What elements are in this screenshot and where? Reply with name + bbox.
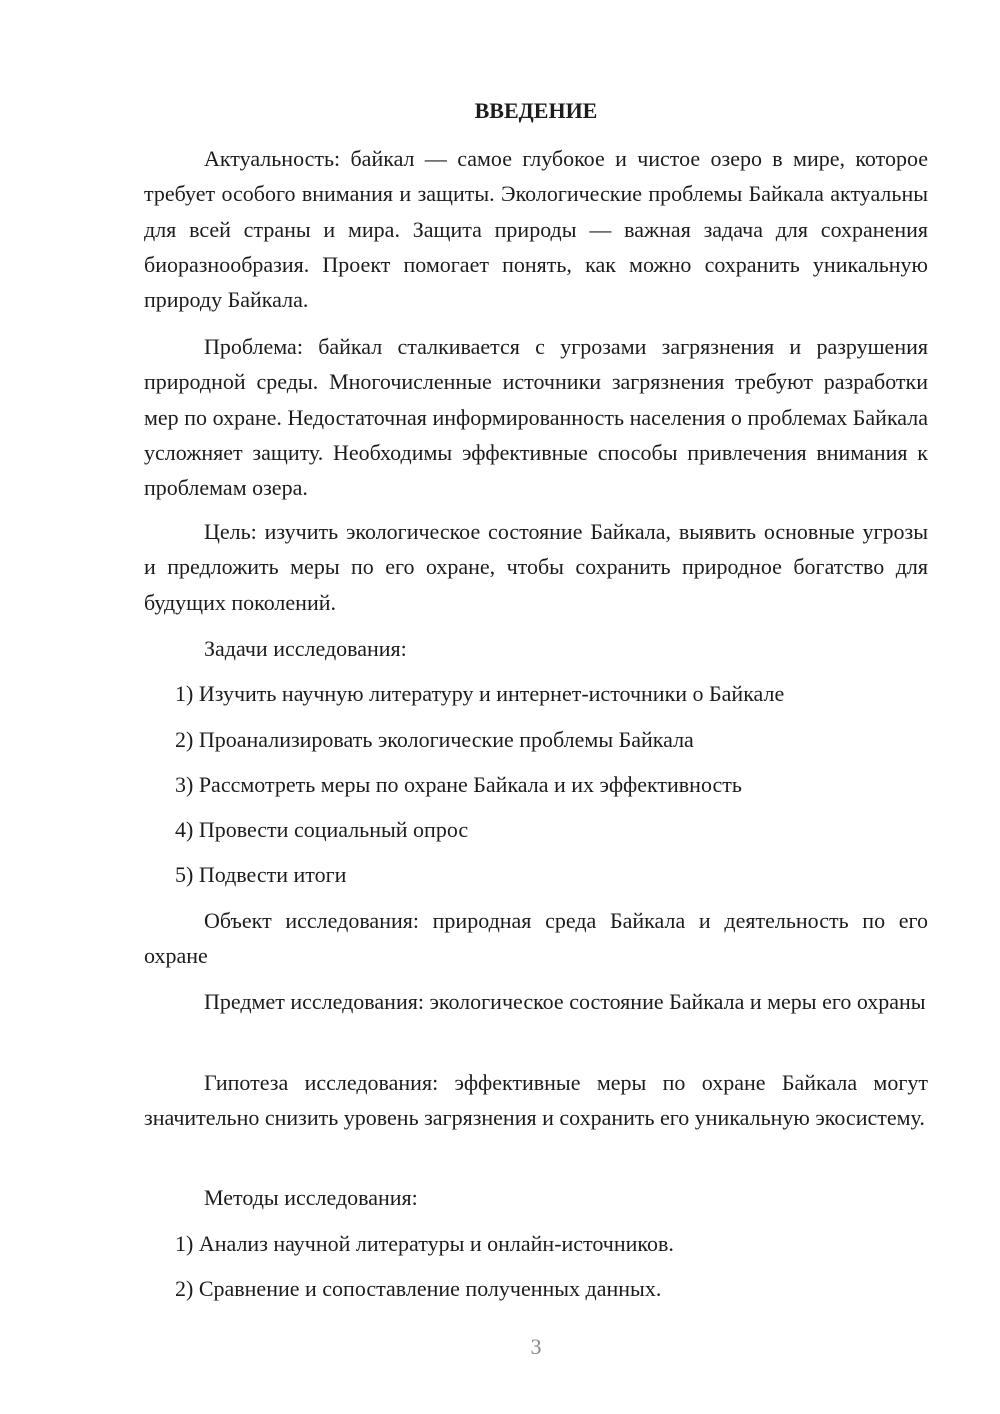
task-item: 2) Проанализировать экологические проблемы Байкала [175,727,694,752]
task-item: 1) Изучить научную литературу и интернет-источники о Байкале [175,681,785,706]
method-item: 1) Анализ научной литературы и онлайн-источников. [175,1231,674,1256]
subject-paragraph: Предмет исследования: экологическое состояние Байкала и меры его охраны [204,989,926,1014]
problem-paragraph: Проблема: байкал сталкивается с угрозами загрязнения и разрушения природной среды. Многочисленные источники загрязнения требуют разработки мер по охране. Недостаточная информированность населения о проблемах Байкала усложняет защиту. Необходимы эффективные способы привлечения внимания к проблемам озера. [144,334,928,501]
page-number: 3 [530,1334,542,1359]
task-item: 5) Подвести итоги [175,862,347,887]
relevance-paragraph: Актуальность: байкал — самое глубокое и чистое озеро в мире, которое требует особого внимания и защиты. Экологические проблемы Байкала актуальны для всей страны и мира. Защита природы — важная задача для сохранения биоразнообразия. Проект помогает понять, как можно сохранить уникальную природу Байкала. [144,146,928,313]
methods-heading: Методы исследования: [204,1185,418,1210]
hypothesis-paragraph: Гипотеза исследования: эффективные меры по охране Байкала могут значительно снизить уровень загрязнения и сохранить его уникальную экосистему. [144,1070,928,1131]
task-item: 3) Рассмотреть меры по охране Байкала и их эффективность [175,772,742,797]
goal-paragraph: Цель: изучить экологическое состояние Байкала, выявить основные угрозы и предложить меры по его охране, чтобы сохранить природное богатство для будущих поколений. [144,519,928,615]
page-title: ВВЕДЕНИЕ [474,98,598,123]
tasks-heading: Задачи исследования: [204,636,407,661]
object-paragraph: Объект исследования: природная среда Байкала и деятельность по его охране [144,908,928,969]
method-item: 2) Сравнение и сопоставление полученных данных. [175,1276,662,1301]
task-item: 4) Провести социальный опрос [175,817,469,842]
